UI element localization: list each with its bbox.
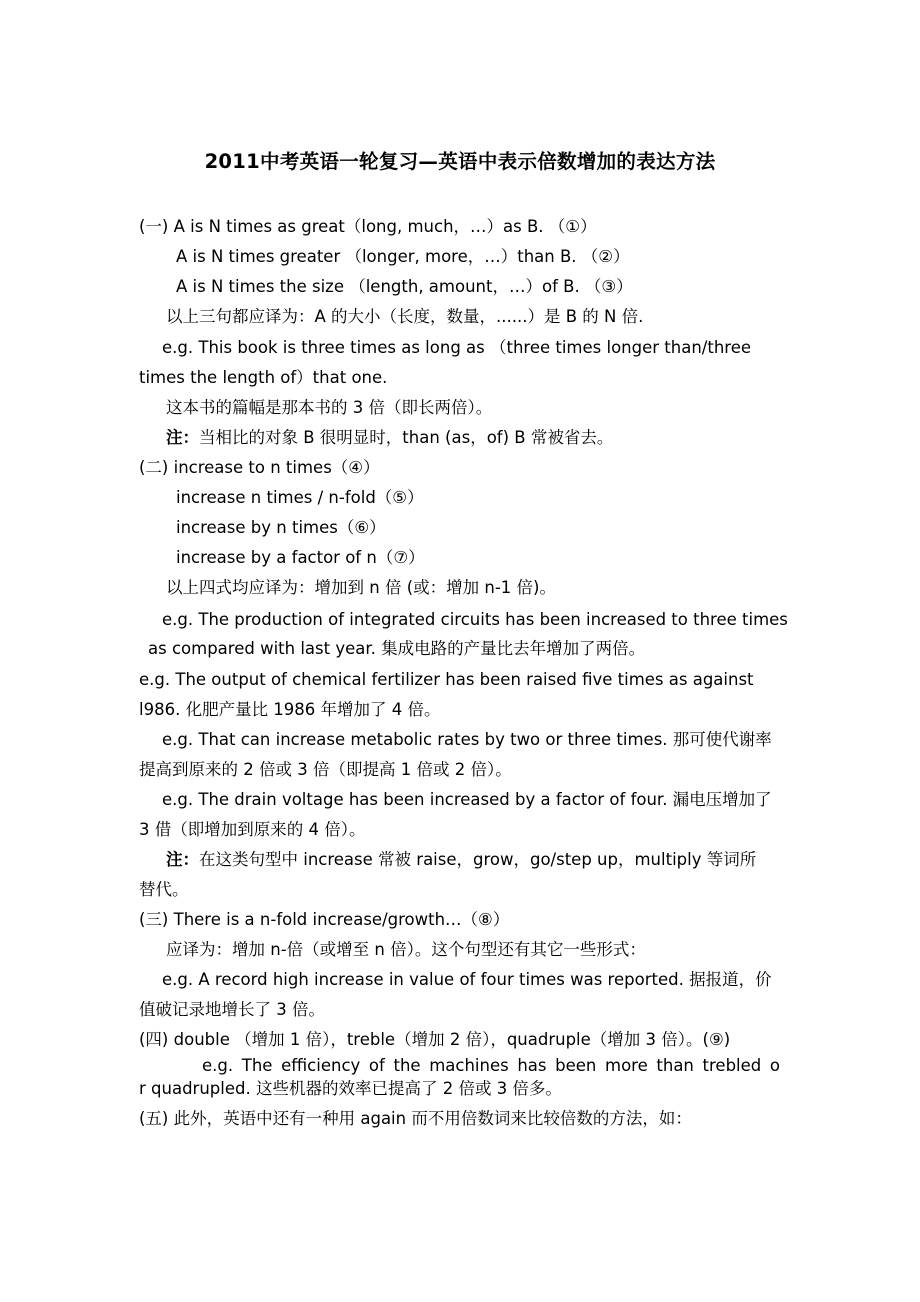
section3-line1: (三) There is a n-fold increase/growth…（⑧）	[139, 910, 510, 929]
section2-line4: increase by a factor of n（⑦）	[176, 548, 425, 567]
section1-line2: A is N times greater （longer, more，…）than B. （②）	[176, 247, 630, 266]
section2-example3-b: 提高到原来的 2 倍或 3 倍（即提高 1 倍或 2 倍）。	[139, 760, 512, 779]
section3-translation: 应译为：增加 n-倍（或增至 n 倍）。这个句型还有其它一些形式：	[166, 940, 646, 959]
section5-line1: (五) 此外，英语中还有一种用 again 而不用倍数词来比较倍数的方法，如：	[139, 1109, 692, 1128]
section4-example-b: r quadrupled. 这些机器的效率已提高了 2 倍或 3 倍多。	[139, 1079, 562, 1098]
section2-example3-a: e.g. That can increase metabolic rates by two or three times. 那可使代谢率	[162, 730, 772, 749]
page-title: 2011中考英语一轮复习—英语中表示倍数增加的表达方法	[204, 150, 716, 173]
section2-example2-b: l986. 化肥产量比 1986 年增加了 4 倍。	[139, 700, 441, 719]
section2-example4-a: e.g. The drain voltage has been increased by a factor of four. 漏电压增加了	[162, 790, 772, 809]
section3-example-b: 值破记录地增长了 3 倍。	[139, 1000, 325, 1019]
section4-example-a: e.g. The efficiency of the machines has been more than trebled o	[202, 1056, 780, 1075]
section1-translation: 以上三句都应译为：A 的大小（长度，数量，......）是 B 的 N 倍.	[166, 307, 644, 326]
section2-line3: increase by n times（⑥）	[176, 518, 386, 537]
section2-line1: (二) increase to n times（④）	[139, 458, 380, 477]
note-label: 注：	[166, 428, 199, 447]
note-label: 注：	[166, 850, 199, 869]
section2-example1-b: as compared with last year. 集成电路的产量比去年增加了两倍。	[148, 639, 646, 658]
section1-note	[166, 427, 613, 449]
section1-example-en-a: e.g. This book is three times as long as （three times longer than/three	[162, 338, 751, 357]
section4-line1: (四) double （增加 1 倍），treble（增加 2 倍），quadruple（增加 3 倍）。(⑨)	[139, 1030, 731, 1049]
section1-line3: A is N times the size （length, amount，…）of B. （③）	[176, 277, 633, 296]
section2-translation: 以上四式均应译为：增加到 n 倍 (或：增加 n-1 倍)。	[166, 578, 556, 597]
note-text: 当相比的对象 B 很明显时，than (as，of) B 常被省去。	[199, 428, 614, 447]
section2-example4-b: 3 借（即增加到原来的 4 倍）。	[139, 820, 366, 839]
section2-example1-a: e.g. The production of integrated circuits has been increased to three times	[162, 610, 788, 629]
section1-example-zh: 这本书的篇幅是那本书的 3 倍（即长两倍）。	[166, 398, 493, 417]
section2-note	[166, 849, 756, 871]
section1-example-en-b: times the length of）that one.	[139, 368, 388, 387]
section3-example-a: e.g. A record high increase in value of four times was reported. 据报道，价	[162, 970, 772, 989]
section1-line1: (一) A is N times as great（long, much，…）as B. （①）	[139, 217, 597, 236]
section2-line2: increase n times / n-fold（⑤）	[176, 488, 424, 507]
section2-note-cont: 替代。	[139, 880, 189, 899]
note-text: 在这类句型中 increase 常被 raise，grow，go/step up，multiply 等词所	[199, 850, 757, 869]
section2-example2-a: e.g. The output of chemical fertilizer has been raised five times as against	[139, 670, 754, 689]
